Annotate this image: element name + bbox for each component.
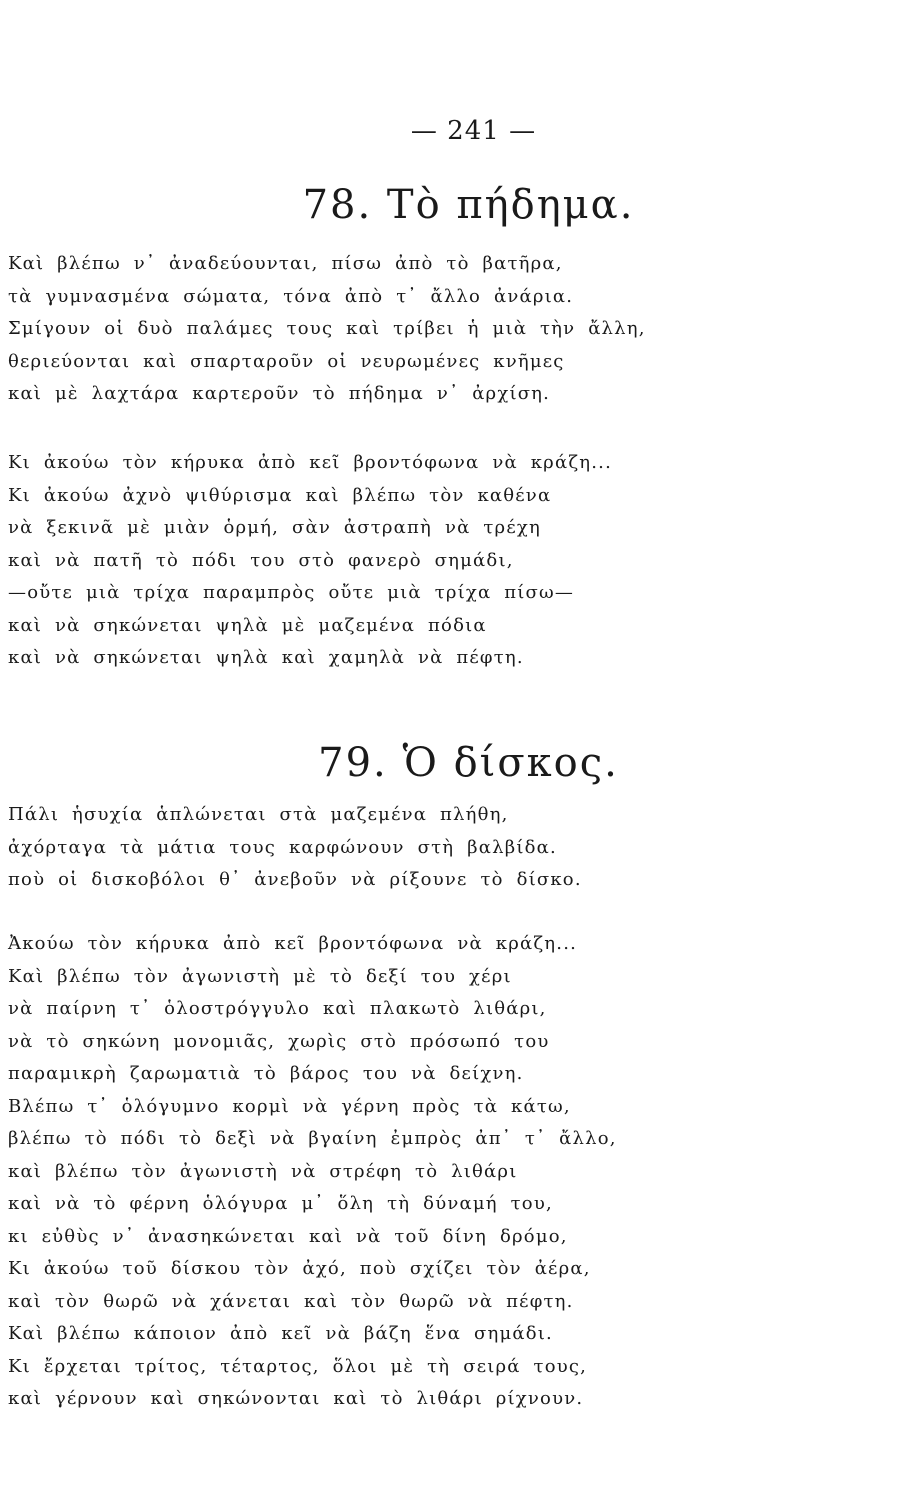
poem-line: Καὶ βλέπω τὸν ἀγωνιστὴ μὲ τὸ δεξί του χέρι [8, 965, 512, 987]
poem-line: καὶ βλέπω τὸν ἀγωνιστὴ νὰ στρέφη τὸ λιθάρι [8, 1160, 518, 1182]
stanza-4 [8, 928, 898, 1416]
stanza-2 [8, 447, 898, 675]
poem-line: Κι ἔρχεται τρίτος, τέταρτος, ὅλοι μὲ τὴ σειρά τους, [8, 1355, 588, 1377]
poem-line: Κι ἀκούω τὸν κήρυκα ἀπὸ κεῖ βροντόφωνα νὰ κράζη... [8, 452, 613, 473]
poem-line: καὶ τὸν θωρῶ νὰ χάνεται καὶ τὸν θωρῶ νὰ πέφτη. [8, 1290, 574, 1312]
stanza-3 [8, 799, 898, 897]
poem-line: Βλέπω τ᾽ ὁλόγυμνο κορμὶ νὰ γέρνη πρὸς τὰ κάτω, [8, 1095, 571, 1117]
poem-line: Κι ἀκούω ἀχνὸ ψιθύρισμα καὶ βλέπω τὸν καθένα [8, 484, 552, 506]
poem-line: Σμίγουν οἱ δυὸ παλάμες τους καὶ τρίβει ἡ μιὰ τὴν ἄλλη, [8, 318, 646, 339]
poem-line: καὶ νὰ τὸ φέρνη ὁλόγυρα μ᾽ ὅλη τὴ δύναμή του, [8, 1193, 553, 1214]
poem-line: βλέπω τὸ πόδι τὸ δεξὶ νὰ βγαίνη ἐμπρὸς ἀπ᾽ τ᾽ ἄλλο, [8, 1128, 617, 1149]
poem-line: παραμικρὴ ζαρωματιὰ τὸ βάρος του νὰ δείχνη. [8, 1063, 524, 1084]
poem-line: θεριεύονται καὶ σπαρταροῦν οἱ νευρωμένες κνῆμες [8, 350, 565, 372]
poem-line: Ἀκούω τὸν κήρυκα ἀπὸ κεῖ βροντόφωνα νὰ κράζη... [8, 933, 578, 954]
poem-line: νὰ τὸ σηκώνη μονομιᾶς, χωρὶς στὸ πρόσωπό του [8, 1030, 550, 1052]
poem-line: νὰ ξεκινᾶ μὲ μιὰν ὁρμή, σὰν ἀστραπὴ νὰ τρέχη [8, 517, 541, 538]
poem-line: ἀχόρταγα τὰ μάτια τους καρφώνουν στὴ βαλβίδα. [8, 836, 557, 858]
stanza-1 [8, 248, 898, 411]
poem-line: καὶ γέρνουν καὶ σηκώνονται καὶ τὸ λιθάρι ρίχνουν. [8, 1388, 584, 1409]
page-number: — 241 — [410, 116, 537, 146]
poem-line: Καὶ βλέπω ν᾽ ἀναδεύουνται, πίσω ἀπὸ τὸ βατῆρα, [8, 253, 563, 274]
poem-line: καὶ νὰ πατῆ τὸ πόδι του στὸ φανερὸ σημάδι, [8, 549, 514, 571]
poem-line: καὶ νὰ σηκώνεται ψηλὰ καὶ χαμηλὰ νὰ πέφτη. [8, 647, 524, 668]
poem-line: ποὺ οἱ δισκοβόλοι θ᾽ ἀνεβοῦν νὰ ρίξουνε τὸ δίσκο. [8, 869, 582, 890]
poem-line: —οὔτε μιὰ τρίχα παραμπρὸς οὔτε μιὰ τρίχα πίσω— [8, 582, 575, 603]
poem-line: Καὶ βλέπω κάποιον ἀπὸ κεῖ νὰ βάζη ἕνα σημάδι. [8, 1323, 553, 1344]
section-title-78: 78. Τὸ πήδημα. [302, 182, 635, 228]
poem-line: κι εὐθὺς ν᾽ ἀνασηκώνεται καὶ νὰ τοῦ δίνη δρόμο, [8, 1225, 568, 1247]
poem-line: καὶ νὰ σηκώνεται ψηλὰ μὲ μαζεμένα πόδια [8, 614, 487, 636]
poem-line: καὶ μὲ λαχτάρα καρτεροῦν τὸ πήδημα ν᾽ ἀρχίση. [8, 383, 551, 404]
poem-line: Κι ἀκούω τοῦ δίσκου τὸν ἀχό, ποὺ σχίζει τὸν ἀέρα, [8, 1258, 591, 1279]
poem-line: τὰ γυμνασμένα σώματα, τόνα ἀπὸ τ᾽ ἄλλο ἀνάρια. [8, 285, 574, 307]
poem-line: νὰ παίρνη τ᾽ ὁλοστρόγγυλο καὶ πλακωτὸ λιθάρι, [8, 998, 547, 1019]
poem-line: Πάλι ἡσυχία ἁπλώνεται στὰ μαζεμένα πλήθη, [8, 804, 509, 825]
section-title-79: 79. Ὁ δίσκος. [318, 740, 619, 786]
